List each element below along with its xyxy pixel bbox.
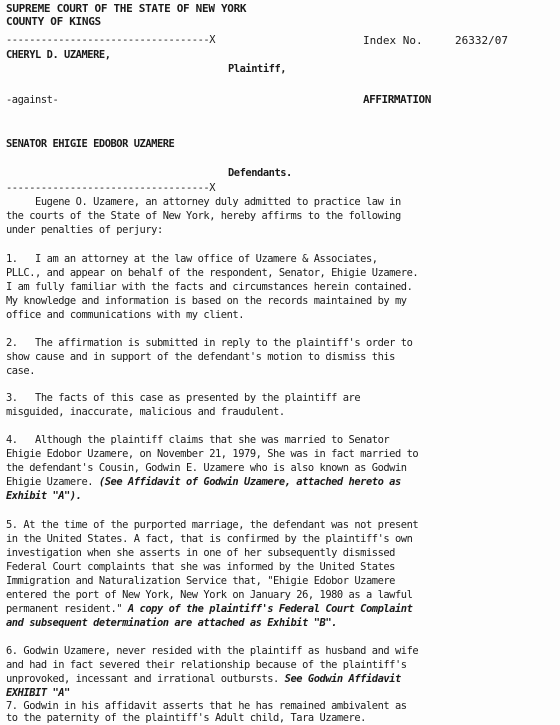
- paragraph-5-line: investigation when she asserts in one of her subsequently dismissed: [6, 547, 395, 559]
- paragraph-6-line: 6. Godwin Uzamere, never resided with the plaintiff as husband and wife: [6, 645, 419, 657]
- paragraph-4-line: Ehigie Edobor Uzamere, on November 21, 1979, She was in fact married to: [6, 448, 419, 460]
- court-name: SUPREME COURT OF THE STATE OF NEW YORK: [6, 2, 247, 15]
- paragraph-6-line: and had in fact severed their relationship because of the plaintiff's: [6, 659, 407, 671]
- defendant-name: SENATOR EHIGIE EDOBOR UZAMERE: [6, 138, 175, 150]
- plaintiff-role: Plaintiff,: [228, 63, 287, 75]
- paragraph-5-line: in the United States. A fact, that is confirmed by the plaintiff's own: [6, 533, 413, 545]
- plaintiff-name: CHERYL D. UZAMERE,: [6, 49, 111, 61]
- paragraph-7-line: 7. Godwin in his affidavit asserts that he has remained ambivalent as: [6, 700, 407, 712]
- exhibit-b-reference: A copy of the plaintiff's Federal Court Complaint: [122, 603, 413, 615]
- county-name: COUNTY OF KINGS: [6, 15, 101, 28]
- caption-separator-bottom: -----------------------------------X: [6, 182, 216, 194]
- paragraph-4-line: [6, 476, 401, 489]
- paragraph-5-line: [6, 603, 412, 616]
- paragraph-5-line: 5. At the time of the purported marriage, the defendant was not present: [6, 519, 419, 531]
- intro-line: the courts of the State of New York, hereby affirms to the following: [6, 210, 401, 222]
- paragraph-7-line: to the paternity of the plaintiff's Adult child, Tara Uzamere.: [6, 712, 366, 724]
- paragraph-5-line: entered the port of New York, New York on January 26, 1980 as a lawful: [6, 589, 413, 601]
- paragraph-1-line: PLLC., and appear on behalf of the respondent, Senator, Ehigie Uzamere.: [6, 267, 419, 279]
- against-label: -against-: [6, 94, 59, 106]
- paragraph-6-text: unprovoked, incessant and irrational outbursts.: [6, 673, 279, 685]
- paragraph-5-line: Immigration and Naturalization Service that, "Ehigie Edobor Uzamere: [6, 575, 395, 587]
- paragraph-1-line: I am fully familiar with the facts and circumstances herein contained.: [6, 281, 413, 293]
- godwin-affidavit-reference: EXHIBIT "A": [6, 687, 70, 699]
- intro-line: under penalties of perjury:: [6, 224, 163, 236]
- defendant-role: Defendants.: [228, 167, 292, 179]
- caption-separator-top: -----------------------------------X: [6, 34, 216, 46]
- exhibit-b-reference: and subsequent determination are attached as Exhibit "B".: [6, 617, 337, 629]
- exhibit-a-reference: (See Affidavit of Godwin Uzamere, attached hereto as: [93, 476, 401, 488]
- paragraph-4-line: the defendant's Cousin, Godwin E. Uzamere who is also known as Godwin: [6, 462, 407, 474]
- paragraph-4-text: Ehigie Uzamere.: [6, 476, 94, 488]
- exhibit-a-reference: Exhibit "A").: [6, 490, 82, 502]
- index-number: 26332/07: [455, 34, 508, 47]
- paragraph-3-line: 3. The facts of this case as presented by the plaintiff are: [6, 392, 361, 404]
- document-title: AFFIRMATION: [363, 93, 431, 106]
- paragraph-2-line: show cause and in support of the defendant's motion to dismiss this: [6, 351, 395, 363]
- paragraph-1-line: office and communications with my client.: [6, 309, 245, 321]
- paragraph-1-line: 1. I am an attorney at the law office of Uzamere & Associates,: [6, 253, 378, 265]
- index-label: Index No.: [363, 34, 423, 47]
- paragraph-5-text: permanent resident.": [6, 603, 123, 615]
- paragraph-2-line: case.: [6, 365, 36, 377]
- paragraph-2-line: 2. The affirmation is submitted in reply to the plaintiff's order to: [6, 337, 413, 349]
- paragraph-1-line: My knowledge and information is based on the records maintained by my: [6, 295, 407, 307]
- paragraph-4-line: 4. Although the plaintiff claims that she was married to Senator: [6, 434, 390, 446]
- paragraph-5-line: Federal Court complaints that she was informed by the United States: [6, 561, 395, 573]
- godwin-affidavit-reference: See Godwin Affidavit: [278, 673, 401, 685]
- paragraph-6-line: [6, 673, 401, 686]
- paragraph-3-line: misguided, inaccurate, malicious and fraudulent.: [6, 406, 285, 418]
- intro-line: Eugene O. Uzamere, an attorney duly admitted to practice law in: [6, 196, 401, 208]
